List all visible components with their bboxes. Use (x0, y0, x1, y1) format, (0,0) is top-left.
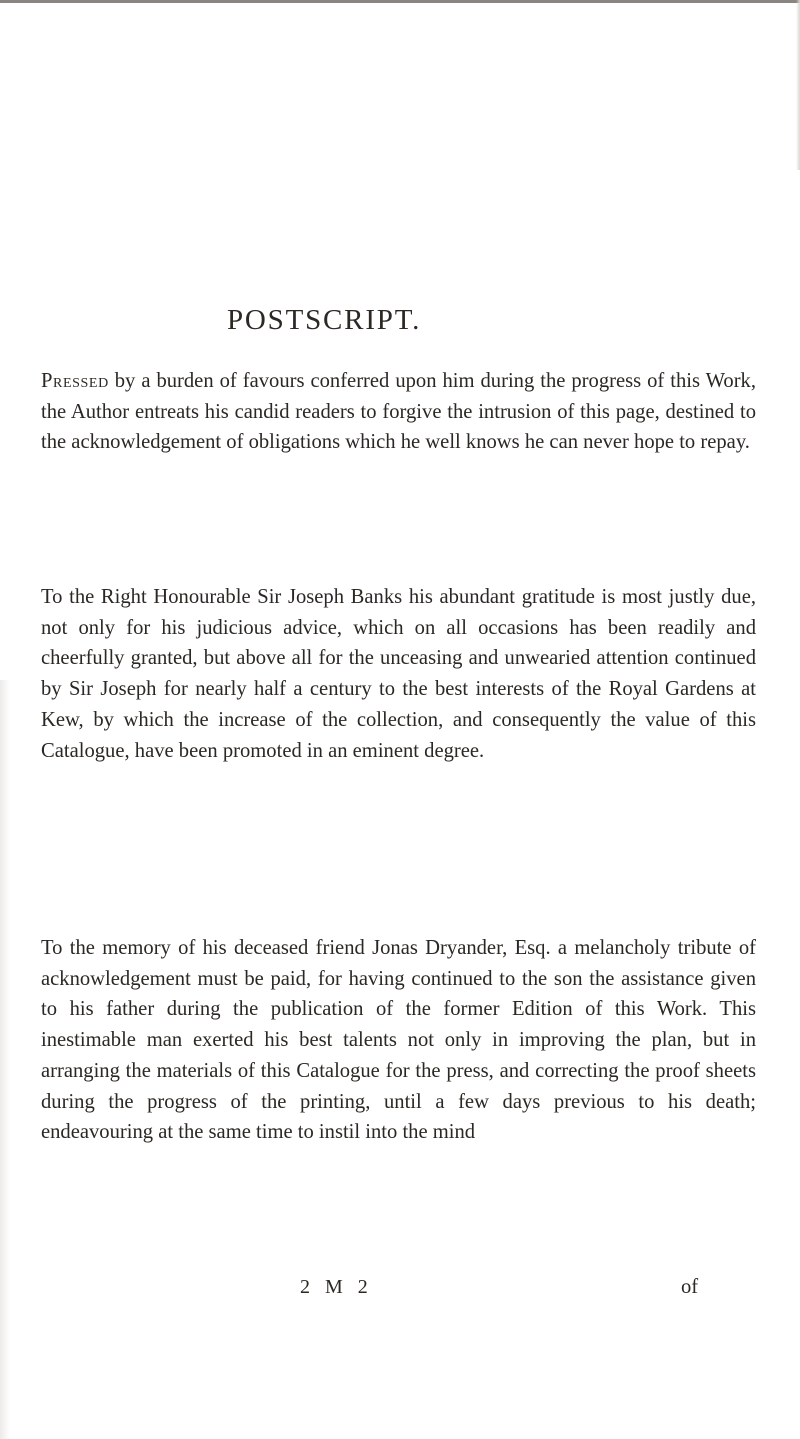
page-title: POSTSCRIPT. (227, 304, 422, 336)
page-edge-shadow (796, 0, 800, 170)
paragraph-body: by a burden of favours conferred upon him during the progress of this Work, the Author entreats his candid readers to forgive the intrusion of this page, destined to the acknowledgement of obligations which he well knows he can never hope to repay. (41, 370, 756, 454)
paragraph-sir-joseph-banks: To the Right Honourable Sir Joseph Banks his abundant gratitude is most justly due, not only for his judicious advice, which on all occasions has been readily and cheerfully granted, but above all for the unceasing and unwearied attention continued by Sir Joseph for nearly half a century to the best interests of the Royal Gardens at Kew, by which the increase of the collection, and consequently the value of this Catalogue, have been promoted in an eminent degree. (41, 586, 756, 762)
paragraph-pressed (41, 366, 756, 458)
gutter-shadow (0, 680, 10, 1439)
paragraph-lead-word: Pressed (41, 370, 109, 392)
catchword: of (681, 1276, 699, 1298)
signature-mark: 2 M 2 (300, 1276, 373, 1298)
paragraph-jonas-dryander: To the memory of his deceased friend Jonas Dryander, Esq. a melancholy tribute of acknowledgement must be paid, for having continued to the son the assistance given to his father during the publication of the former Edition of this Work. This inestimable man exerted his best talents not only in improving the plan, but in arranging the materials of this Catalogue for the press, and correcting the proof sheets during the progress of the printing, until a few days previous to his death; endeavouring at the same time to instil into the mind (41, 937, 756, 1144)
page-top-edge (0, 0, 800, 3)
